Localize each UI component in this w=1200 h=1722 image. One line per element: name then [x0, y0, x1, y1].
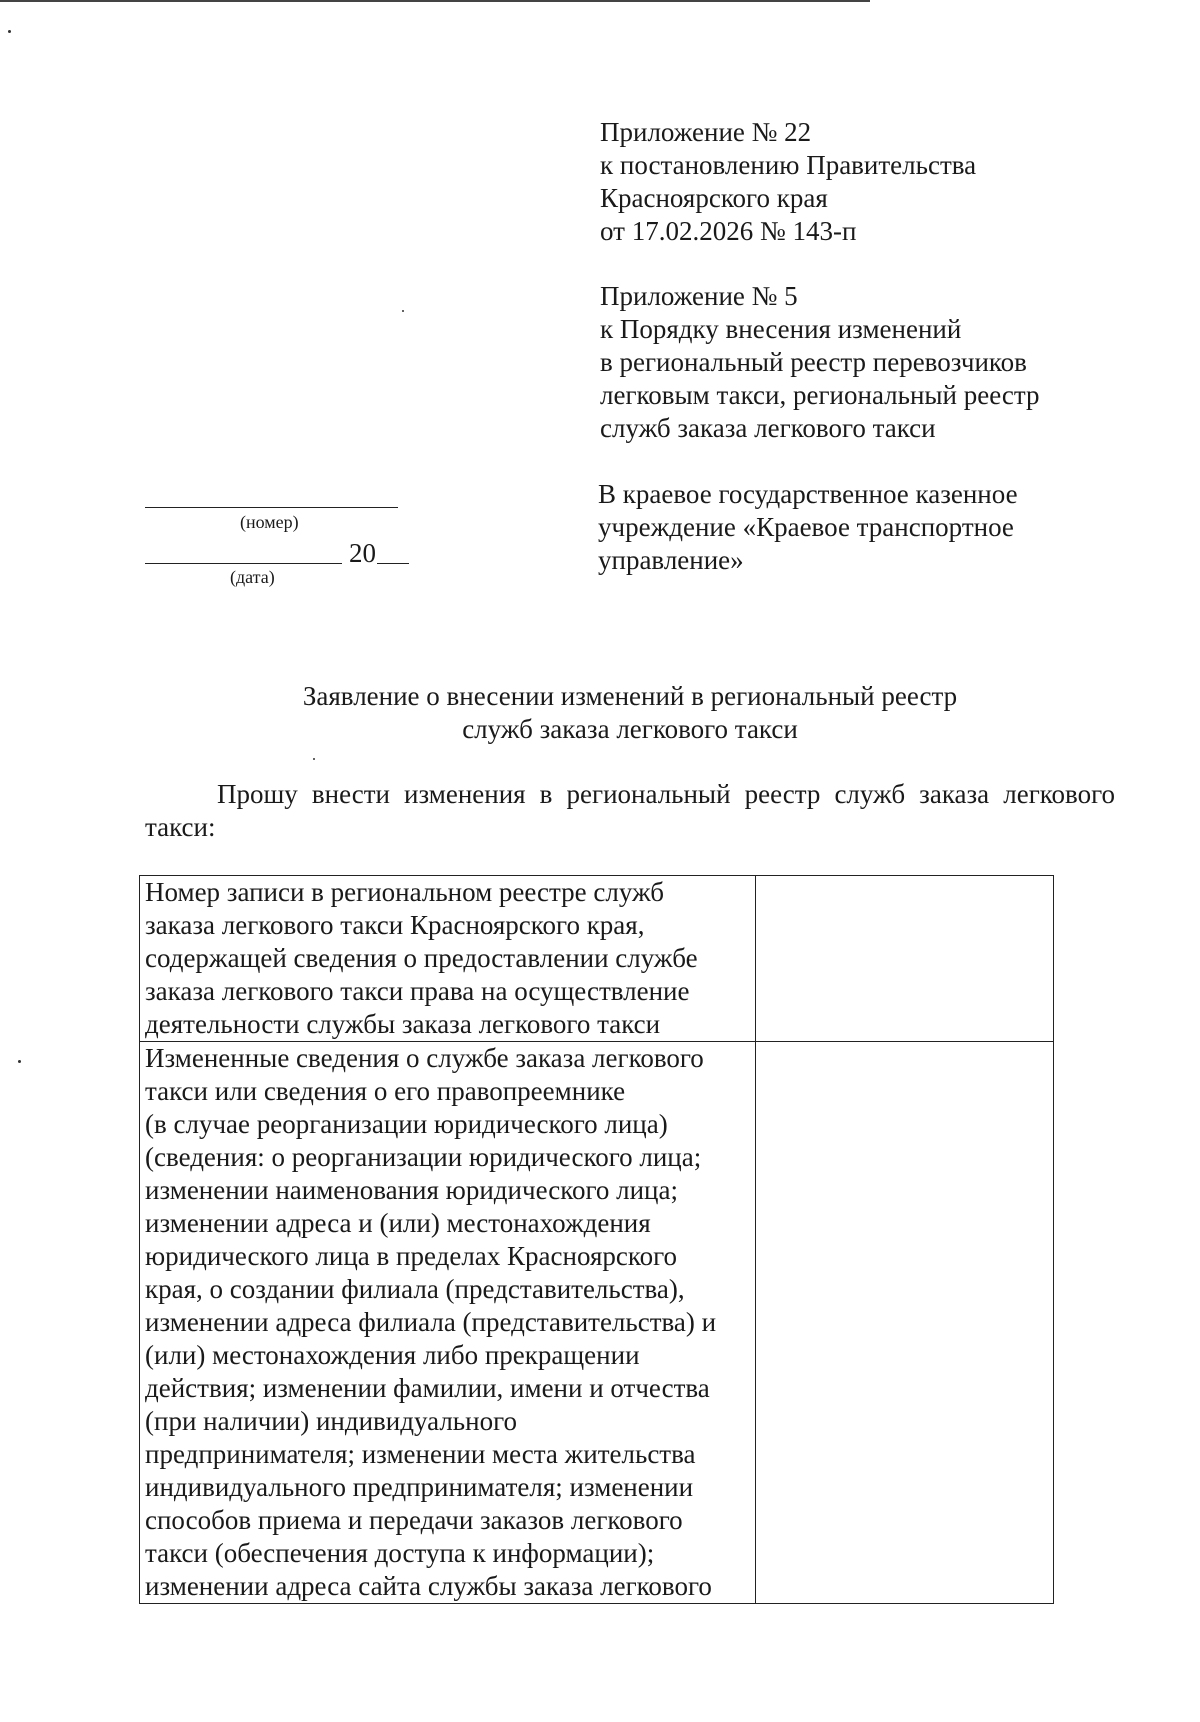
cell-line: деятельности службы заказа легкового такси: [145, 1009, 661, 1039]
appendix-line: Приложение № 22: [600, 117, 812, 147]
cell-line: изменении адреса и (или) местонахождения: [145, 1208, 651, 1238]
scan-edge-line: [0, 0, 870, 2]
registration-block: [145, 480, 415, 590]
intro-line: такси:: [145, 812, 216, 842]
table-row: [140, 1042, 1054, 1604]
year-blank-line: [377, 563, 409, 564]
cell-line: такси (обеспечения доступа к информации);: [145, 1538, 655, 1568]
cell-line: (сведения: о реорганизации юридического лица;: [145, 1142, 702, 1172]
cell-line: такси или сведения о его правопреемнике: [145, 1076, 626, 1106]
appendix-line: от 17.02.2026 № 143-п: [600, 216, 857, 246]
addressee-line: учреждение «Краевое транспортное: [598, 512, 1014, 542]
title-line: Заявление о внесении изменений в региональный реестр: [302, 681, 958, 711]
cell-line: индивидуального предпринимателя; изменении: [145, 1472, 694, 1502]
scan-speck: [402, 310, 404, 312]
document-title: [0, 680, 1200, 746]
date-blank-line: [145, 563, 342, 564]
appendix-line: легковым такси, региональный реестр: [600, 380, 1040, 410]
appendix-line: к постановлению Правительства: [600, 150, 977, 180]
addressee-line: управление»: [598, 545, 744, 575]
cell-line: предпринимателя; изменении места жительства: [145, 1439, 696, 1469]
addressee-block: [598, 478, 1018, 577]
date-caption: (дата): [230, 567, 275, 587]
cell-line: (или) местонахождения либо прекращении: [145, 1340, 640, 1370]
appendix-line: Красноярского края: [600, 183, 828, 213]
changed-info-label-cell: [140, 1042, 756, 1604]
cell-line: действия; изменении фамилии, имени и отчества: [145, 1373, 710, 1403]
appendix-line: в региональный реестр перевозчиков: [600, 347, 1027, 377]
intro-paragraph: [145, 778, 1115, 844]
appendix-5-header: [600, 280, 1040, 445]
appendix-line: служб заказа легкового такси: [600, 413, 936, 443]
cell-line: Измененные сведения о службе заказа легкового: [145, 1043, 704, 1073]
appendix-line: к Порядку внесения изменений: [600, 314, 962, 344]
scan-speck: [313, 758, 315, 760]
cell-line: (при наличии) индивидуального: [145, 1406, 517, 1436]
cell-line: заказа легкового такси права на осуществление: [145, 976, 690, 1006]
addressee-line: В краевое государственное казенное: [598, 479, 1018, 509]
cell-line: изменении наименования юридического лица;: [145, 1175, 678, 1205]
intro-line: Прошу внести изменения в региональный реестр служб заказа легкового: [217, 779, 1115, 809]
cell-line: (в случае реорганизации юридического лица): [145, 1109, 668, 1139]
year-prefix: 20: [349, 538, 376, 568]
form-table: [139, 875, 1054, 1604]
cell-line: изменении адреса филиала (представительства) и: [145, 1307, 717, 1337]
appendix-line: Приложение № 5: [600, 281, 798, 311]
number-caption: (номер): [240, 512, 299, 532]
scan-speck: [18, 1060, 21, 1063]
record-number-label-cell: [140, 876, 756, 1042]
record-number-value-cell[interactable]: [756, 876, 1054, 1042]
changed-info-value-cell[interactable]: [756, 1042, 1054, 1604]
number-blank-line: [145, 507, 398, 508]
cell-line: содержащей сведения о предоставлении службе: [145, 943, 698, 973]
cell-line: изменении адреса сайта службы заказа легкового: [145, 1571, 712, 1601]
cell-line: способов приема и передачи заказов легкового: [145, 1505, 683, 1535]
scan-speck: [8, 30, 11, 33]
table-row: [140, 876, 1054, 1042]
cell-line: края, о создании филиала (представительства),: [145, 1274, 685, 1304]
cell-line: Номер записи в региональном реестре служб: [145, 877, 665, 907]
cell-line: заказа легкового такси Красноярского края,: [145, 910, 645, 940]
appendix-22-header: [600, 116, 976, 248]
title-line: служб заказа легкового такси: [462, 714, 798, 744]
cell-line: юридического лица в пределах Красноярского: [145, 1241, 677, 1271]
